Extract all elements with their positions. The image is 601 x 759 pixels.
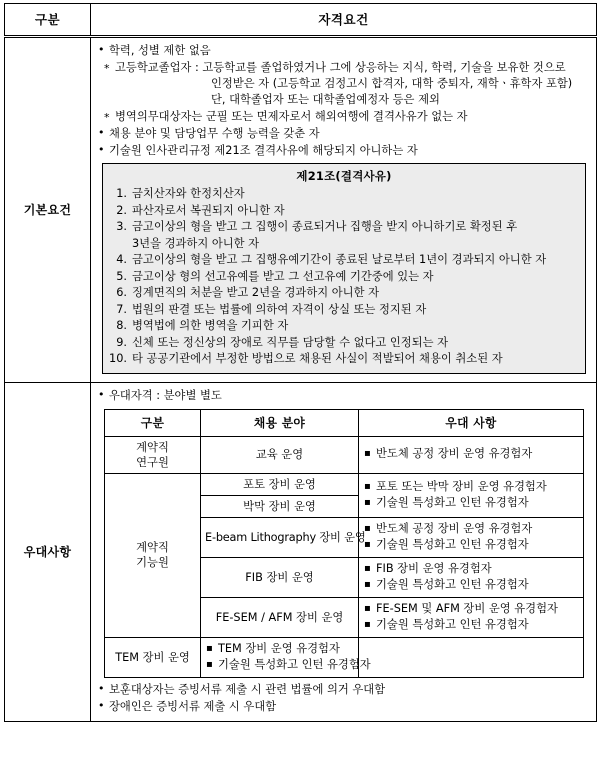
list-item (109, 203, 579, 220)
cell-benefit (359, 597, 584, 637)
field-line: 박막 장비 운영 (243, 499, 316, 513)
list-item (363, 521, 579, 538)
bullet-continuation: 인정받은 자 (고등학교 검정고시 합격자, 대학 중퇴자, 재학ㆍ휴학자 포함) (211, 77, 573, 90)
list-item (363, 561, 579, 578)
item-text: 파산자로서 복권되지 아니한 자 (132, 203, 285, 217)
basic-requirement-bullets (98, 43, 590, 159)
benefit-text: 기술원 특성화고 인턴 유경험자 (376, 538, 529, 551)
list-item (109, 252, 579, 269)
list-item (109, 285, 579, 302)
cell-field (201, 557, 359, 597)
list-item (98, 699, 590, 715)
benefit-list (363, 561, 579, 594)
category-line: 계약직 (136, 541, 169, 554)
item-text: 징계면직의 처분을 받고 2년을 경과하지 아니한 자 (132, 286, 379, 299)
category-line: 연구원 (136, 455, 169, 469)
preference-header-row (105, 409, 584, 436)
cell-benefit (359, 517, 584, 557)
benefit-list (363, 446, 579, 463)
list-item (363, 479, 579, 496)
field-line: 포토 장비 운영 (243, 477, 316, 491)
disqualification-title: 제21조(결격사유) (296, 169, 392, 183)
list-item (205, 641, 354, 658)
bullet-text: 보훈대상자는 증빙서류 제출 시 관련 법률에 의거 우대함 (109, 682, 386, 696)
cell-field (201, 597, 359, 637)
field-line: TEM 장비 운영 (115, 650, 190, 664)
item-text: 법원의 판결 또는 법률에 의하여 자격이 상실 또는 정지된 자 (132, 302, 427, 316)
benefit-text: 기술원 특성화고 인턴 유경험자 (376, 496, 529, 509)
list-item (109, 186, 579, 203)
list-item (205, 657, 371, 674)
disqualification-list (109, 186, 579, 368)
cell-benefit (201, 637, 371, 677)
benefit-list (363, 601, 579, 634)
list-item (109, 318, 579, 335)
list-item (363, 495, 579, 512)
bullet-text: 기술원 인사관리규정 제21조 결격사유에 해당되지 아니하는 자 (109, 144, 418, 157)
item-text: 신체 또는 정신상의 장애로 직무를 담당할 수 없다고 인정되는 자 (132, 335, 449, 349)
cell-category (105, 473, 201, 637)
category-line: 기능원 (136, 556, 169, 569)
benefit-text: 반도체 공정 장비 운영 유경험자 (376, 521, 533, 535)
benefit-text: 기술원 특성화고 인턴 유경험자 (376, 578, 529, 591)
benefit-list (363, 521, 579, 554)
cell-benefit (359, 436, 584, 473)
cell-field (201, 473, 359, 495)
field-line: E-beam Lithography 장비 운영 (205, 530, 366, 544)
list-item (363, 617, 579, 634)
list-item (363, 446, 579, 463)
benefit-text: 기술원 특성화고 인턴 유경험자 (218, 658, 371, 671)
item-text: 금고이상의 형을 받고 그 집행유예기간이 종료된 날로부터 1년이 경과되지 아니한 자 (132, 253, 547, 266)
cell-category (105, 436, 201, 473)
list-item (98, 388, 590, 404)
row-preferential-treatment (5, 382, 597, 721)
bullet-text: 병역의무대상자는 군필 또는 면제자로서 해외여행에 결격사유가 없는 자 (115, 110, 468, 123)
cell-field (105, 637, 201, 677)
row-basic-requirements (5, 37, 597, 383)
cell-field (201, 495, 359, 517)
cell-benefit (359, 557, 584, 597)
benefit-text: 포토 또는 박막 장비 운영 유경험자 (376, 479, 547, 493)
qualification-table (4, 3, 597, 722)
bullet-text: 장애인은 증빙서류 제출 시 우대함 (109, 699, 277, 713)
list-item (98, 143, 590, 159)
benefit-list (205, 641, 371, 674)
benefit-text: 기술원 특성화고 인턴 유경험자 (376, 618, 529, 631)
table-row (105, 436, 584, 473)
preference-footer-bullets (98, 682, 590, 715)
item-continuation: 3년을 경과하지 아니한 자 (132, 236, 260, 250)
list-item (363, 577, 579, 594)
header-category: 구분 (5, 4, 91, 37)
item-text: 금고이상 형의 선고유예를 받고 그 선고유예 기간중에 있는 자 (132, 269, 434, 283)
list-item (98, 682, 590, 698)
benefit-text: FE-SEM 및 AFM 장비 운영 유경험자 (376, 601, 558, 615)
list-item (109, 335, 579, 352)
content-basic-requirements (91, 37, 597, 383)
bullet-text: 채용 분야 및 담당업무 수행 능력을 갖춘 자 (109, 127, 320, 140)
list-item (109, 302, 579, 319)
category-line: 계약직 (136, 440, 169, 454)
field-line: FIB 장비 운영 (245, 570, 314, 584)
list-item (109, 219, 579, 252)
bullet-continuation: 단, 대학졸업자 또는 대학졸업예정자 등은 제외 (211, 93, 440, 106)
content-preferential-treatment (91, 382, 597, 721)
item-text: 금고이상의 형을 받고 그 집행이 종료되거나 집행을 받지 아니하기로 확정된 후 (132, 220, 518, 233)
label-basic-requirements: 기본요건 (5, 37, 91, 383)
field-line: 교육 운영 (255, 448, 304, 461)
preference-table (104, 409, 584, 678)
item-text: 병역법에 의한 병역을 기피한 자 (132, 319, 289, 332)
benefit-list (363, 479, 579, 512)
field-line: FE-SEM / AFM 장비 운영 (215, 610, 344, 624)
preference-intro-bullets (98, 388, 590, 404)
list-item (109, 269, 579, 286)
bullet-text: 학력, 성별 제한 없음 (109, 44, 211, 57)
preference-header-category: 구분 (105, 409, 201, 436)
label-preferential-treatment: 우대사항 (5, 382, 91, 721)
list-item (363, 601, 579, 618)
list-item (98, 60, 590, 108)
list-item (98, 126, 590, 142)
item-text: 금치산자와 한정치산자 (132, 187, 245, 200)
list-item (363, 537, 579, 554)
table-header-row (5, 4, 597, 37)
benefit-text: TEM 장비 운영 유경험자 (218, 641, 340, 655)
list-item (109, 351, 579, 368)
cell-field (201, 517, 366, 557)
preference-table-wrapper (104, 409, 584, 678)
cell-benefit (359, 473, 584, 517)
benefit-text: 반도체 공정 장비 운영 유경험자 (376, 447, 533, 461)
table-row (105, 473, 584, 495)
list-item (98, 109, 590, 125)
cell-field (201, 436, 359, 473)
item-text: 타 공공기관에서 부정한 방법으로 채용된 사실이 적발되어 채용이 취소된 자 (132, 352, 503, 365)
preference-header-field: 채용 분야 (201, 409, 359, 436)
preference-header-benefit: 우대 사항 (359, 409, 584, 436)
table-row (105, 637, 584, 677)
bullet-text: 고등학교졸업자 : 고등학교를 졸업하였거나 그에 상응하는 지식, 학력, 기술을 보유한 것으로 (115, 61, 566, 74)
list-item (98, 43, 590, 59)
bullet-text: 우대자격 : 분야별 별도 (109, 388, 222, 402)
header-requirements: 자격요건 (91, 4, 597, 37)
disqualification-box (102, 163, 586, 374)
benefit-text: FIB 장비 운영 유경험자 (376, 561, 492, 575)
